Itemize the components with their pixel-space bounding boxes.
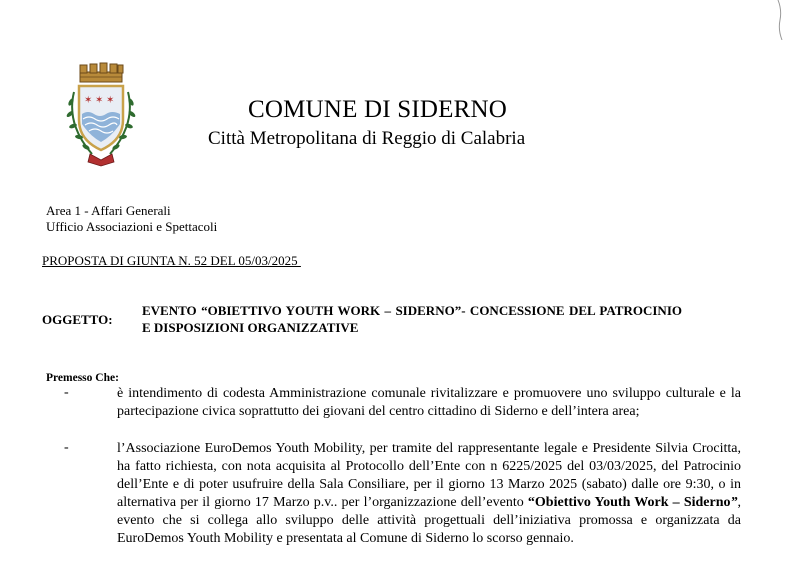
- comune-subtitle: Città Metropolitana di Reggio di Calabria: [208, 128, 526, 149]
- svg-text:✶: ✶: [106, 95, 115, 106]
- bullet-dash: -: [64, 440, 69, 455]
- premessa-paragraph-2: [117, 440, 741, 548]
- premesso-heading: Premesso Che:: [46, 372, 119, 384]
- event-name-close-quote: ”: [730, 495, 738, 510]
- oggetto-label: OGGETTO:: [42, 312, 113, 327]
- paragraph-text: l’Associazione EuroDemos Youth Mobility, per tramite del rappresentante legale e Presidente Silvia Crocitta, ha fatto richiesta, con nota acquisita al Protocollo dell’Ente con n 6225/2025 del 03/03/2025, del Patrocinio dell’Ente e di poter usufruire della Sala Consiliare, per il giorno 13 Marzo 2025 (sabato) dalle ore 9:30, o in alternativa per il giorno 17 Marzo p.v.. per l’organizzazione dell’evento: [117, 441, 741, 510]
- area-label: Area 1 - Affari Generali: [46, 203, 171, 218]
- coat-of-arms-icon: [62, 62, 140, 170]
- comune-title: COMUNE DI SIDERNO: [248, 96, 507, 123]
- event-name: “Obiettivo Youth Work – Siderno: [527, 495, 731, 510]
- page-corner-mark: [776, 0, 786, 40]
- office-info: [46, 203, 217, 235]
- paragraph-text: , evento che si collega allo sviluppo delle attività progettuali dell’iniziativa promossa e organizzata da EuroDemos Youth Mobility e presentata al Comune di Siderno lo scorso gennaio.: [117, 495, 741, 546]
- svg-text:✶: ✶: [95, 95, 104, 106]
- bullet-dash: -: [64, 385, 69, 400]
- ufficio-label: Ufficio Associazioni e Spettacoli: [46, 219, 218, 234]
- svg-text:✶: ✶: [84, 95, 93, 106]
- oggetto-text: EVENTO “OBIETTIVO YOUTH WORK – SIDERNO”- CONCESSIONE DEL PATROCINIO E DISPOSIZIONI ORGANIZZATIVE: [142, 303, 682, 335]
- proposta-heading: PROPOSTA DI GIUNTA N. 52 DEL 05/03/2025: [42, 253, 301, 268]
- premessa-paragraph-1: è intendimento di codesta Amministrazione comunale rivitalizzare e promuovere uno sviluppo culturale e la partecipazione civica soprattutto dei giovani del centro cittadino di Siderno e dell’intera area;: [117, 386, 741, 419]
